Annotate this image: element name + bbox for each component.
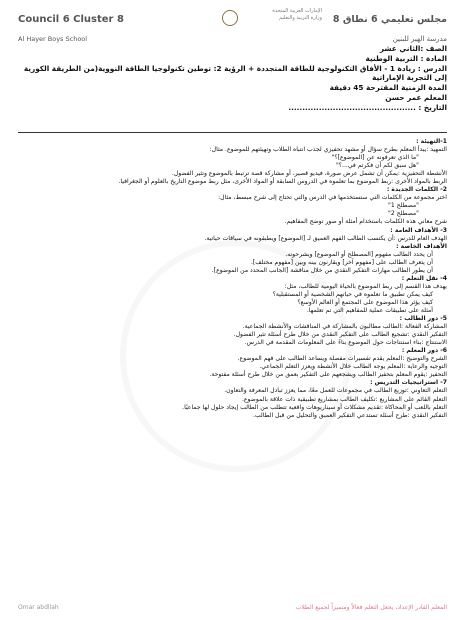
header-arabic (297, 14, 447, 43)
section-heading: 4- نقل التعلم : (401, 274, 447, 282)
teacher-row: المعلم عمر حسن (385, 92, 447, 102)
content-line: "مصطلح 1" (388, 202, 419, 210)
content-line: كيف يؤثر هذا الموضوع على المجتمع أو العالم الأوسع؟ (297, 298, 433, 306)
grade-row: الصف :الثاني عشر (379, 44, 447, 53)
lesson-body (18, 138, 447, 420)
footer-author: Omar abdllah (18, 604, 59, 611)
content-line: التمهيد :يبدأ المعلم بطرح سؤال أو مشهد تحفيزي لجذب انتباه الطلاب وتهيئتهم للموضوع. مثال: (209, 146, 447, 154)
content-line: "هل سبق لكم أن فكرتم في...؟" (335, 162, 419, 170)
school-en: Al Hayer Boys School (18, 35, 88, 43)
content-line: شرح معاني هذه الكلمات باستخدام أمثلة أو صور توضح المفاهيم. (284, 218, 447, 226)
footer (0, 600, 465, 620)
content-line: أن يطور الطالب مهارات التفكير النقدي من خلال مناقشة [الجانب المحدد من الموضوع]. (211, 266, 433, 274)
section-heading: 3- الأهداف العامة : (390, 226, 447, 234)
section-heading: 1-التهيئة : (416, 138, 447, 145)
content-line: الربط بالمواد الأخرى :ربط الموضوع بما تعلموه في الدروس السابقة أو المواد الأخرى، مثل ربط موضوع التاريخ بالعلوم أو الجغرافيا. (118, 178, 447, 186)
ministry-line2: وزارة التربية والتعليم (279, 15, 322, 21)
content-line: "ما الذي تعرفونه عن [الموضوع]؟" (331, 154, 419, 162)
content-line: التعلم باللعب أو المحاكاة :تقديم مشكلات أو سيناريوهات واقعية تتطلب من الطالب إيجاد حلول لها جماعيًا. (182, 403, 447, 411)
uae-emblem-icon (222, 10, 238, 26)
header-english (18, 14, 168, 43)
subject-row: المادة : التربية الوطنية (365, 53, 447, 63)
content-line: التفكير النقدي :طرح أسئلة تستدعي التفكير العميق والتحليل من قبل الطالب. (252, 411, 447, 419)
content-line: اختر مجموعة من الكلمات التي ستستخدمها في الدرس والتي تحتاج إلى شرح مبسط، مثال: (218, 194, 447, 202)
section-heading: 5- دور الطالب : (399, 315, 447, 323)
section-heading: الأهداف الخاصة : (396, 242, 447, 250)
council-en: Council 6 Cluster 8 (18, 14, 124, 25)
content-line: التعلم التعاوني :توزيع الطالب في مجموعات للعمل معًا، مما يعزز تبادل المعرفة والتعاون. (224, 387, 447, 395)
content-line: الشرح والتوضيح :المعلم يقدم تفسيرات مفصلة ويساعد الطالب على فهم الموضوع. (237, 355, 447, 363)
content-line: كيف يمكن تطبيق ما تعلموه في حياتهم الشخصية أو المستقبلية؟ (272, 290, 433, 298)
content-line: "مصطلح 2" (388, 210, 419, 218)
council-ar: مجلس تعليمي 6 نطاق 8 (332, 14, 447, 25)
date-row: التاريخ : .............................................. (288, 102, 447, 112)
section-heading: 2- الكلمات الجديدة : (386, 186, 447, 194)
header-divider (18, 132, 447, 133)
ministry-line1: الإمارات العربية المتحدة (272, 8, 322, 14)
time-row: المدة الزمنية المقترحة 45 دقيقة (329, 83, 447, 93)
content-line: الاستنتاج :بناء استنتاجات حول الموضوع بناءً على المعلومات المقدمة في الدرس. (244, 339, 447, 347)
content-line: أن يتعرف الطالب على [مفهوم آخر] ويقارنون بينه وبين [مفهوم مختلف]. (250, 258, 433, 266)
content-line: التعلم القائم على المشاريع :تكليف الطالب بمشاريع تطبيقية ذات علاقة بالموضوع. (241, 395, 447, 403)
content-line: التوجيه والرعاية :المعلم يوجه الطالب خلال الأنشطة ويعزز التعلم الجماعي. (259, 363, 447, 371)
lesson-row: الدرس : ريادة 1 - الأفاق التكنولوجية للطاقة المتجددة + الرؤية 2: توطين تكنولوجيا الطاقة النووية(من الطريقة الكورية إلى التجربة الإماراتية (23, 63, 447, 83)
footer-motto: المعلم القادر الإعداد، يجعل التعلم فعالاً ومتميزاً لجميع الطلاب (295, 604, 447, 611)
content-line: التفكير النقدي :تشجيع الطالب على التفكير النقدي من خلال طرح أسئلة تثير الفضول. (233, 331, 447, 339)
content-line: الهدف العام للدرس :أن يكتسب الطالب الفهم العميق لـ [الموضوع] ويطبقونه في سياقات حياتية. (204, 234, 447, 242)
content-line: التحفيز :يقوم المعلم بتحفيز الطالب ويشجعهم على التفكير بعمق من خلال طرح أسئلة مفتوحة. (209, 371, 447, 379)
lesson-info (18, 44, 447, 113)
section-heading: 7- استراتيجيات التدريس : (370, 379, 447, 387)
content-line: المشاركة الفعالة :الطالب مطالبون بالمشاركة في المناقشات والأنشطة الجماعية. (242, 323, 447, 331)
section-heading: 6- دور المعلم : (401, 347, 447, 355)
school-ar: مدرسة الهير للبنين (392, 35, 447, 43)
content-line: أمثلة على تطبيقات عملية للمفاهيم التي تم تعلمها. (306, 306, 433, 314)
content-line: أن يحدد الطالب مفهوم [المصطلح أو الموضوع] ويشرحونه. (285, 250, 433, 258)
content-line: الأنشطة التحفيزية :يمكن أن تشمل عرض صورة، فيديو قصير، أو مشاركة قصة ترتبط بالموضوع وتثير الفضول. (171, 170, 447, 178)
content-line: يهدف هذا القسم إلى ربط الموضوع بالحياة اليومية للطالب، مثل: (284, 282, 447, 290)
